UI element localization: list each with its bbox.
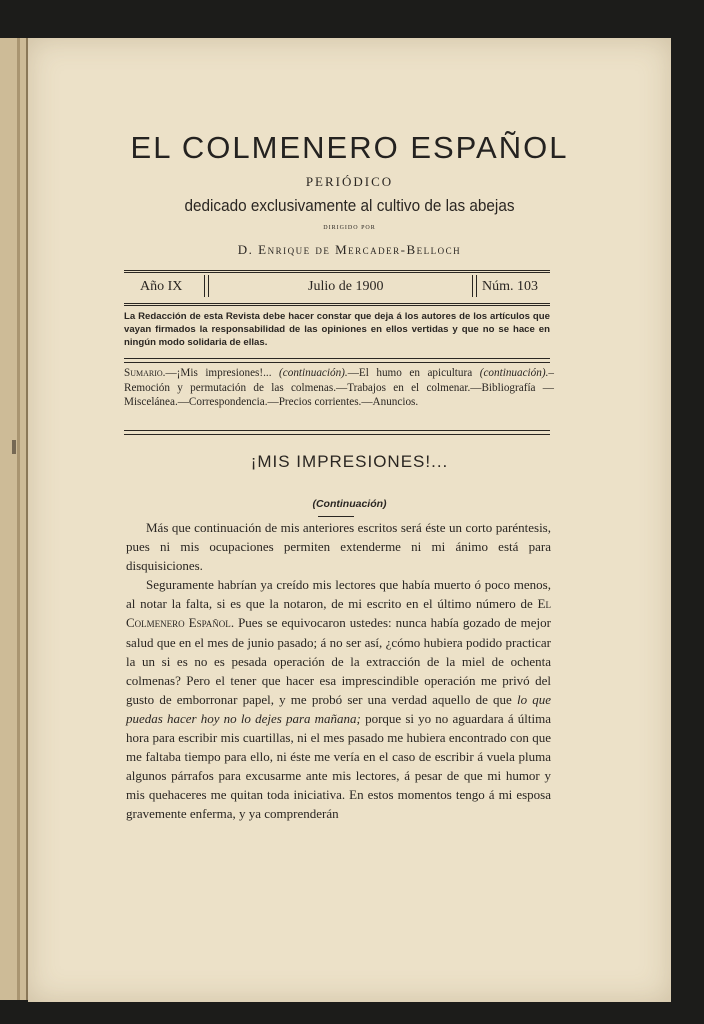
article-subtitle: (Continuación) [312,498,387,510]
paragraph-text: porque si yo no aguardara á última hora para escribir mis cuartillas, ni el mes pasado me hubiera encontrado con que me faltaba tiempo para ello, ni éste me vería en el caso de escribir á vuela pluma algunos párrafos para excusarme ante mis lectores, á pesar de que mi humor y mis quehaceres me quitan toda iniciativa. En estos momentos tengo á mi esposa gravemente enferma, y ya comprenderán [126,710,551,822]
journal-title: EL COLMENERO ESPAÑOL [130,130,569,165]
facing-page-edge [0,38,28,1000]
paragraph-text: . Pues se equivocaron ustedes: nunca había gozado de mejor salud que en el mes de junio pasado; á no ser así, ¿cómo hubiera podido practicar la un si es no es pesada operación de la extracción de la miel de ochenta colmenas? Pero el tener que hacer esa imprescindible operación me privó del gusto de emborronar papel, y me probó ser una verdad aquello de que [126,615,551,707]
article-body [126,518,551,824]
info-separator [204,275,209,297]
subtitle-rule [318,516,354,517]
journal-name-inline: El Colmenero Español [126,596,551,631]
editorial-notice: La Redacción de esta Revista debe hacer constar que deja á los autores de los artículos que vayan firmados la responsabilidad de las opiniones en ellos vertidas y que no se hace en ningún modo solidaria de ellas. [124,311,550,348]
directed-by-label: DIRIGIDO POR [323,225,376,231]
journal-subtitle: dedicado exclusivamente al cultivo de las abejas [184,196,515,215]
sumario-text: – Remoción y permutación de las colmenas.—Trabajos en el colmenar.—Bibliografía —Miscelánea.—Correspondencia.—Precios corrientes.—Anuncios. [124,367,554,408]
issue-number: Núm. 103 [482,279,538,294]
divider-rule [124,358,550,363]
sumario-italic: (continuación). [279,367,348,379]
issue-date: Julio de 1900 [308,279,384,294]
paragraph [126,575,551,823]
binding-mark [12,440,16,454]
paragraph-text: Seguramente habrían ya creído mis lectores que había muerto ó poco menos, al notar la falta, si es que la notaron, de mi escrito en el último número de [126,577,551,612]
director-name [28,242,671,258]
journal-type: PERIÓDICO [305,174,394,189]
issue-year: Año IX [140,279,183,294]
table-of-contents [124,366,554,410]
sumario-italic: (continuación). [479,367,549,379]
director-name-text: D. Enrique de Mercader-Belloch [237,242,462,257]
article-title: ¡MIS IMPRESIONES!... [250,452,449,471]
issue-info-bar [124,270,550,306]
sumario-lead: Sumario. [124,367,166,379]
paragraph: Más que continuación de mis anteriores escritos será éste un corto paréntesis, pues ni mis ocupaciones permiten extenderme ni mi ánimo está para disquisiciones. [126,520,551,574]
proverb-italic: lo que puedas hacer hoy no lo dejes para mañana; [126,691,552,726]
divider-rule [124,430,550,435]
info-separator [472,275,477,297]
document-page [28,38,671,1002]
sumario-text: —El humo en apicultura [347,367,480,379]
sumario-text: —¡Mis impresiones!... [165,367,280,379]
